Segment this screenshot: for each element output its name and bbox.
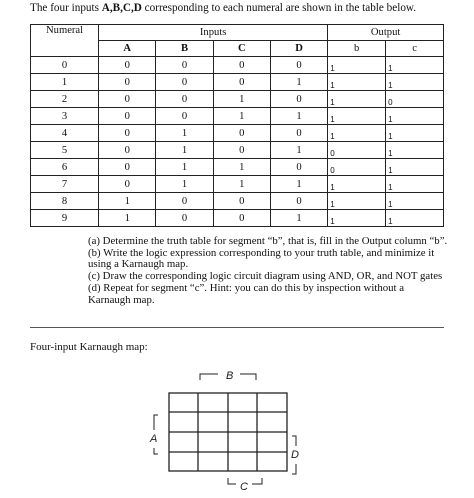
question-a: (a) Determine the truth table for segment “b”, that is, fill in the Output column “b”. [88,235,448,247]
col-header-c-input: C [213,41,270,57]
cell-b-input: 1 [156,176,213,193]
table-row [31,91,444,108]
cell-b-input: 0 [156,91,213,108]
cell-c-input: 1 [213,91,270,108]
cell-c-output: 1 [386,176,444,193]
intro-text [30,2,416,14]
cell-c-input: 0 [213,142,270,159]
cell-b-output: 0 [328,142,386,159]
cell-c-input: 0 [213,74,270,91]
cell-a-input: 0 [99,57,156,74]
header-inputs: Inputs [99,25,328,41]
table-row [31,125,444,142]
cell-b-output: 1 [328,210,386,227]
cell-c-input: 1 [213,108,270,125]
intro-inputs-bold: A,B,C,D [101,2,142,14]
cell-d-input: 0 [270,125,327,142]
cell-numeral: 5 [31,142,99,159]
intro-suffix: corresponding to each numeral are shown in the table below. [141,2,417,14]
cell-c-input: 0 [213,210,270,227]
cell-c-input: 0 [213,57,270,74]
table-row [31,176,444,193]
section-divider [30,327,444,328]
cell-b-input: 1 [156,142,213,159]
cell-a-input: 0 [99,74,156,91]
cell-b-input: 0 [156,57,213,74]
kmap-brackets [154,374,296,484]
kmap-label-a: A [150,433,158,445]
cell-d-input: 1 [270,210,327,227]
cell-numeral: 9 [31,210,99,227]
cell-c-output: 1 [386,57,444,74]
cell-c-output: 1 [386,125,444,142]
cell-b-output: 1 [328,108,386,125]
header-numeral: Numeral [31,25,99,57]
karnaugh-map-sketch [140,366,310,496]
cell-b-output: 1 [328,74,386,91]
cell-numeral: 7 [31,176,99,193]
cell-a-input: 0 [99,91,156,108]
questions-block [88,236,448,306]
cell-b-output: 0 [328,159,386,176]
question-d: (d) Repeat for segment “c”. Hint: you can do this by inspection without a Karnaugh map. [88,281,405,306]
kmap-label-b: B [226,370,234,382]
cell-b-input: 0 [156,210,213,227]
cell-b-output: 1 [328,193,386,210]
cell-a-input: 0 [99,142,156,159]
cell-b-output: 1 [328,91,386,108]
cell-a-input: 0 [99,159,156,176]
table-row [31,74,444,91]
cell-numeral: 0 [31,57,99,74]
cell-c-output: 1 [386,159,444,176]
cell-b-output: 1 [328,57,386,74]
kmap-label-d: D [291,449,299,461]
cell-c-output: 1 [386,74,444,91]
table-row [31,210,444,227]
cell-a-input: 0 [99,108,156,125]
truth-table-body [31,57,444,227]
table-row [31,108,444,125]
cell-c-output: 0 [386,91,444,108]
cell-b-output: 1 [328,125,386,142]
cell-c-input: 1 [213,159,270,176]
cell-numeral: 1 [31,74,99,91]
cell-a-input: 0 [99,125,156,142]
cell-c-output: 1 [386,108,444,125]
table-row [31,193,444,210]
cell-b-input: 0 [156,74,213,91]
cell-d-input: 1 [270,74,327,91]
cell-numeral: 3 [31,108,99,125]
col-header-c-output: c [386,41,444,57]
intro-prefix: The four inputs [30,2,102,14]
cell-c-input: 0 [213,193,270,210]
truth-table [30,24,444,227]
cell-d-input: 1 [270,142,327,159]
cell-d-input: 0 [270,57,327,74]
question-b: (b) Write the logic expression corresponding to your truth table, and minimize it using a Karnaugh map. [88,246,435,271]
cell-c-input: 0 [213,125,270,142]
cell-numeral: 2 [31,91,99,108]
cell-d-input: 0 [270,91,327,108]
cell-b-output: 1 [328,176,386,193]
cell-a-input: 1 [99,210,156,227]
cell-a-input: 0 [99,176,156,193]
cell-c-output: 1 [386,142,444,159]
cell-d-input: 0 [270,193,327,210]
cell-numeral: 8 [31,193,99,210]
cell-c-output: 1 [386,210,444,227]
cell-a-input: 1 [99,193,156,210]
col-header-b-input: B [156,41,213,57]
cell-b-input: 1 [156,125,213,142]
col-header-b-output: b [328,41,386,57]
cell-c-output: 1 [386,193,444,210]
cell-d-input: 1 [270,176,327,193]
table-row [31,57,444,74]
question-c: (c) Draw the corresponding logic circuit diagram using AND, OR, and NOT gates [88,270,443,283]
cell-d-input: 0 [270,159,327,176]
cell-numeral: 6 [31,159,99,176]
kmap-title: Four-input Karnaugh map: [30,341,148,353]
cell-c-input: 1 [213,176,270,193]
cell-b-input: 0 [156,193,213,210]
table-row [31,159,444,176]
cell-b-input: 0 [156,108,213,125]
header-output: Output [328,25,444,41]
kmap-grid [169,393,287,471]
cell-d-input: 1 [270,108,327,125]
col-header-a: A [99,41,156,57]
table-row [31,142,444,159]
cell-b-input: 1 [156,159,213,176]
kmap-label-c: C [240,481,248,493]
cell-numeral: 4 [31,125,99,142]
col-header-d: D [270,41,327,57]
